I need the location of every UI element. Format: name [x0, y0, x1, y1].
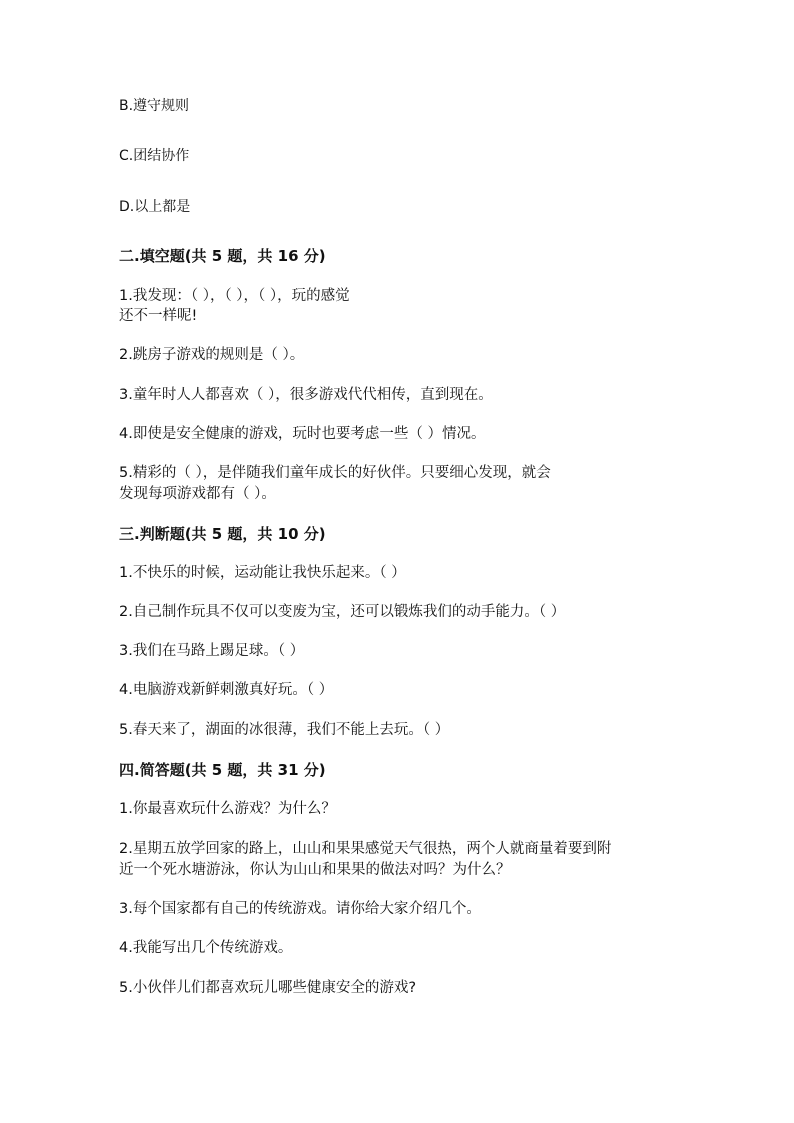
true-false-q1: 1.不快乐的时候，运动能让我快乐起来。（ ） — [119, 565, 406, 581]
true-false-q4: 4.电脑游戏新鲜刺激真好玩。（ ） — [119, 682, 334, 698]
short-answer-heading: 四.简答题(共 5 题，共 31 分) — [119, 761, 326, 779]
fill-blank-heading: 二.填空题(共 5 题，共 16 分) — [119, 247, 326, 265]
fill-blank-q1-line1: 1.我发现：（ ），（ ），（ ），玩的感觉 — [119, 288, 350, 304]
short-answer-q4: 4.我能写出几个传统游戏。 — [119, 940, 293, 956]
fill-blank-q5-line2: 发现每项游戏都有（ ）。 — [119, 486, 276, 502]
true-false-q2: 2.自己制作玩具不仅可以变废为宝，还可以锻炼我们的动手能力。（ ） — [119, 604, 566, 620]
short-answer-q2-line1: 2.星期五放学回家的路上，山山和果果感觉天气很热，两个人就商量着要到附 — [119, 841, 612, 857]
fill-blank-q1-line2: 还不一样呢! — [119, 308, 198, 324]
short-answer-q5: 5.小伙伴儿们都喜欢玩儿哪些健康安全的游戏? — [119, 980, 417, 996]
fill-blank-q5-line1: 5.精彩的（ ），是伴随我们童年成长的好伙伴。只要细心发现，就会 — [119, 465, 551, 481]
option-d: D.以上都是 — [119, 199, 191, 215]
true-false-q3: 3.我们在马路上踢足球。（ ） — [119, 643, 305, 659]
short-answer-q3: 3.每个国家都有自己的传统游戏。请你给大家介绍几个。 — [119, 901, 481, 917]
option-b: B.遵守规则 — [119, 98, 190, 114]
option-c: C.团结协作 — [119, 148, 190, 164]
fill-blank-q4: 4.即使是安全健康的游戏，玩时也要考虑一些（ ）情况。 — [119, 426, 486, 442]
true-false-heading: 三.判断题(共 5 题，共 10 分) — [119, 525, 326, 543]
short-answer-q1: 1.你最喜欢玩什么游戏？为什么？ — [119, 801, 336, 817]
fill-blank-q3: 3.童年时人人都喜欢（ ），很多游戏代代相传，直到现在。 — [119, 387, 493, 403]
short-answer-q2-line2: 近一个死水塘游泳，你认为山山和果果的做法对吗？为什么？ — [119, 862, 511, 878]
fill-blank-q2: 2.跳房子游戏的规则是（ ）。 — [119, 347, 305, 363]
true-false-q5: 5.春天来了，湖面的冰很薄，我们不能上去玩。（ ） — [119, 722, 450, 738]
